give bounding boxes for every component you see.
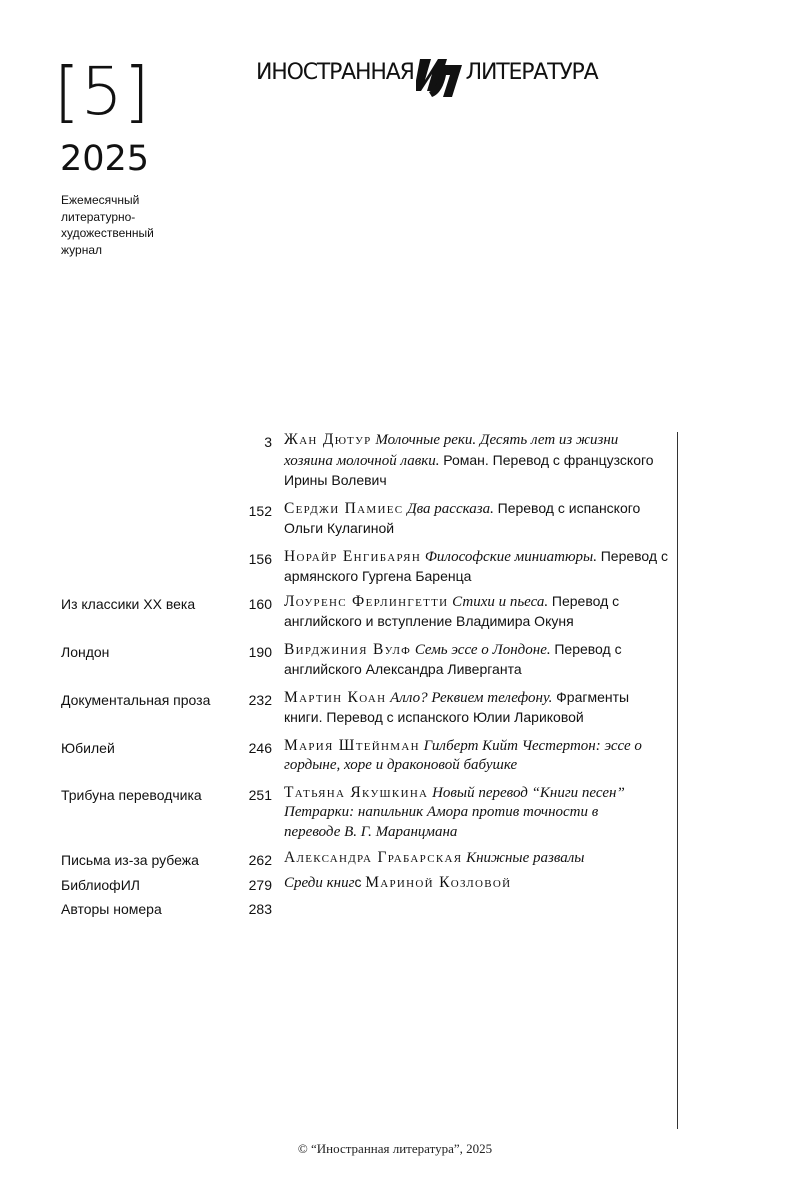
toc-entry: [0, 848, 790, 869]
toc-title: Алло? Реквием телефону.: [390, 689, 553, 706]
toc-author: Жан Дютур: [284, 431, 372, 448]
toc-page-number: 251: [248, 786, 272, 803]
toc-section: БиблиофИЛ: [61, 876, 140, 893]
toc-title: Новый перевод “Книги песен” Петрарки: напильник Амора против точности в переводе В. Г. Маранцмана: [284, 784, 625, 840]
toc-entry: [0, 640, 790, 681]
toc-author: Вирджиния Вулф: [284, 640, 412, 658]
masthead-left-word: ИНОСТРАННАЯ: [256, 59, 414, 85]
toc-section: Трибуна переводчика: [61, 786, 202, 803]
toc-author: Александра Грабарская: [284, 849, 463, 866]
toc-page-number: 156: [248, 550, 272, 567]
toc-title: Семь эссе о Лондоне.: [414, 641, 551, 658]
toc-title: Книжные развалы: [466, 850, 585, 866]
toc-page-number: 262: [248, 852, 272, 868]
toc-author: Мариной Козловой: [365, 873, 512, 891]
toc-page-number: 160: [248, 595, 272, 612]
toc-author: Лоуренс Ферлингетти: [284, 592, 449, 610]
toc-entry-text: [284, 873, 654, 894]
tagline-line: Ежемесячный: [61, 193, 140, 207]
toc-entry: [0, 499, 790, 540]
toc-entry-text: [284, 640, 654, 681]
toc-section: Письма из-за рубежа: [61, 852, 199, 868]
toc-title: Философские миниатюры.: [424, 548, 597, 565]
toc-section: Лондон: [61, 643, 110, 660]
toc-section: Юбилей: [61, 739, 115, 756]
toc-title: Молочные реки. Десять лет из жизни хозяина молочной лавки.: [284, 432, 619, 469]
journal-masthead: [256, 45, 597, 99]
issue-year: 2025: [60, 139, 150, 179]
toc-entry-text: [284, 430, 654, 492]
toc-author: Мария Штейнман: [284, 736, 420, 754]
toc-section: Документальная проза: [61, 691, 211, 708]
toc-author: Татьяна Якушкина: [284, 783, 429, 801]
toc-entry: [0, 897, 790, 917]
toc-entry: [0, 783, 790, 843]
table-of-contents: [0, 430, 790, 917]
toc-entry: [0, 430, 790, 492]
toc-entry: [0, 688, 790, 729]
vertical-divider: [677, 432, 678, 1129]
toc-entry: [0, 736, 790, 776]
tagline-line: литературно-: [61, 209, 136, 224]
toc-title: Два рассказа.: [407, 500, 494, 517]
toc-note: Перевод с армянского Гургена Баренца: [284, 547, 668, 584]
toc-entry-text: [284, 783, 654, 843]
toc-note: Перевод с испанского Ольги Кулагиной: [284, 499, 641, 536]
toc-entry-text: [284, 688, 654, 729]
toc-entry-text: [284, 499, 654, 540]
toc-author: Серджи Памиес: [284, 499, 404, 517]
masthead-right-word: ЛИТЕРАТУРА: [465, 59, 598, 85]
issue-number: [5]: [54, 53, 151, 130]
toc-entry-text: [284, 848, 654, 869]
toc-page-number: 232: [248, 691, 272, 708]
toc-note: Перевод с английского и вступление Владимира Окуня: [284, 592, 620, 629]
toc-page-number: 246: [248, 739, 272, 756]
toc-title: Гилберт Кийт Честертон: эссе о гордыне, хоре и драконовой бабушке: [284, 737, 642, 773]
copyright-footer: © “Иностранная литература”, 2025: [297, 1141, 493, 1156]
journal-tagline: [61, 192, 191, 258]
toc-title: Среди книг: [284, 874, 355, 891]
toc-page-number: 3: [264, 434, 272, 450]
toc-entry-text: [284, 897, 654, 917]
toc-author: Мартин Коан: [284, 688, 387, 706]
toc-entry-text: [284, 592, 654, 633]
toc-section: Из классики XX века: [61, 595, 196, 612]
toc-page-number: 279: [248, 876, 272, 893]
toc-note: с: [354, 873, 362, 890]
toc-author: Норайр Енгибарян: [284, 547, 422, 565]
tagline-line: художественный: [61, 226, 154, 240]
toc-page-number: 152: [248, 502, 272, 519]
toc-section: Авторы номера: [61, 901, 162, 917]
toc-title: Стихи и пьеса.: [452, 593, 549, 610]
toc-entry-text: [284, 547, 674, 588]
tagline-line: журнал: [61, 242, 103, 257]
il-logo-icon: [416, 45, 464, 99]
toc-page-number: 283: [248, 901, 272, 917]
toc-entry: [0, 547, 790, 588]
toc-note: Фрагменты книги. Перевод с испанского Юлии Лариковой: [284, 688, 630, 725]
toc-note: Перевод с английского Александра Ливерганта: [284, 640, 622, 677]
toc-entry: [0, 873, 790, 894]
toc-page-number: 190: [248, 643, 272, 660]
toc-entry-text: [284, 736, 654, 776]
toc-entry: [0, 592, 790, 633]
toc-note: Роман. Перевод с французского Ирины Волевич: [284, 451, 654, 488]
